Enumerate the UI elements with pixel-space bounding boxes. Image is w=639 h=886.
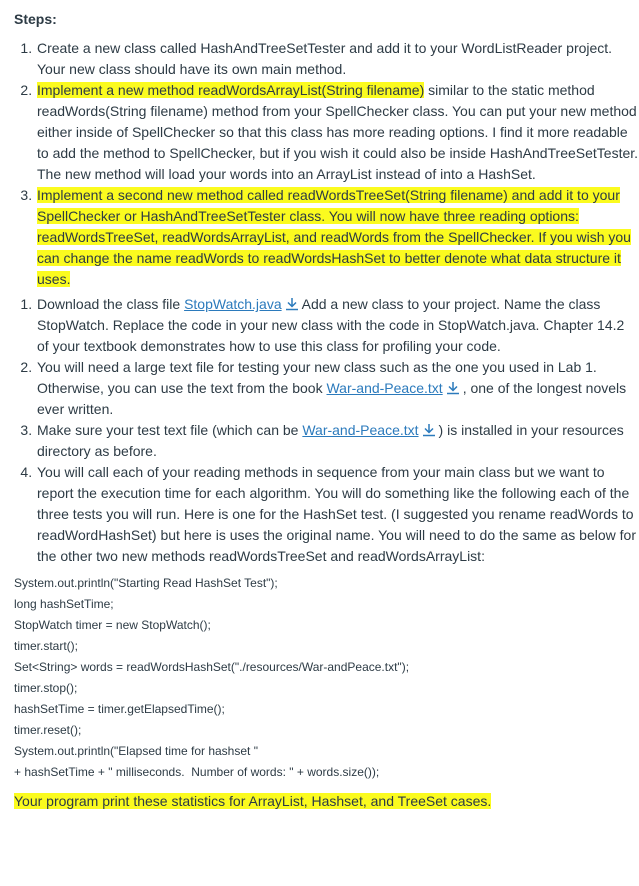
step-text: You will call each of your reading methods in sequence from your main class but we want to report the execution time for each algorithm. You will do something like the following each of the three tests you will run. Here is one for the HashSet test. (I suggested you rename readWords to readWordHashSet) but here is uses the original name. You will need to do the same as below for the other two new methods readWordsTreeSet and readWordsArrayList:: [37, 464, 636, 564]
step-item: [36, 38, 639, 80]
code-line: System.out.println("Elapsed time for hashset ": [14, 744, 258, 758]
step-text: , one of the longest novels ever written.: [37, 380, 627, 417]
step-text: Download the class file: [37, 296, 185, 312]
step-text: Make sure your test text file (which can be: [37, 422, 303, 438]
download-icon[interactable]: [445, 381, 461, 395]
final-note-highlight: Your program print these statistics for ArrayList, Hashset, and TreeSet cases.: [14, 793, 492, 809]
step-item: [36, 80, 639, 185]
step-text: You will need a large text file for testing your new class such as the one you used in Lab 1. Otherwise, you can use the text from the book: [37, 359, 597, 396]
code-line: hashSetTime = timer.getElapsedTime();: [14, 702, 225, 716]
step-text: ) is installed in your resources directory as before.: [37, 422, 624, 459]
step-text: similar to the static method readWords(String filename) method from your SpellChecker class. You can put your new method either inside of SpellChecker so that this class has more reading options. I find it more readable to add the method to SpellChecker, but if you wish it could also be inside HashAndTreeSetTester. The new method will load your words into an ArrayList instead of into a HashSet.: [37, 82, 639, 182]
step-item: [36, 462, 639, 567]
download-icon[interactable]: [421, 423, 437, 437]
step-highlight: Implement a second new method called readWordsTreeSet(String filename) and add it to your SpellChecker or HashAndTreeSetTester class. You will now have three reading options: readWordsTreeSet, readWordsArrayList, and readWords from the SpellChecker. If you wish you can change the name readWords to readWordsHashSet to better denote what data structure it uses.: [37, 187, 631, 287]
steps-list-secondary: [14, 294, 639, 567]
steps-title: Steps:: [14, 11, 57, 27]
code-line: long hashSetTime;: [14, 597, 114, 611]
code-line: timer.start();: [14, 639, 79, 653]
war-and-peace-link[interactable]: War-and-Peace.txt: [326, 380, 443, 396]
step-item: [36, 420, 639, 462]
code-line: + hashSetTime + " milliseconds. Number of words: " + words.size());: [14, 765, 380, 779]
step-highlight: Implement a new method readWordsArrayList(String filename): [37, 82, 425, 98]
step-text: Add a new class to your project. Name the class StopWatch. Replace the code in your new class with the code in StopWatch.java. Chapter 14.2 of your textbook demonstrates how to use this class for profiling your code.: [37, 296, 625, 354]
code-line: Set<String> words = readWordsHashSet("./resources/War-andPeace.txt");: [14, 660, 410, 674]
code-line: StopWatch timer = new StopWatch();: [14, 618, 211, 632]
stopwatch-link[interactable]: StopWatch.java: [184, 296, 282, 312]
code-line: timer.reset();: [14, 723, 82, 737]
step-text: Create a new class called HashAndTreeSetTester and add it to your WordListReader project. Your new class should have its own main method.: [37, 40, 613, 77]
download-icon[interactable]: [284, 297, 300, 311]
step-item: [36, 294, 639, 357]
final-note: [14, 791, 639, 811]
code-line: timer.stop();: [14, 681, 78, 695]
code-block: [14, 573, 639, 783]
code-line: System.out.println("Starting Read HashSet Test");: [14, 576, 278, 590]
steps-list-primary: [14, 38, 639, 290]
step-item: [36, 185, 639, 290]
step-item: [36, 357, 639, 420]
war-and-peace-link[interactable]: War-and-Peace.txt: [302, 422, 419, 438]
